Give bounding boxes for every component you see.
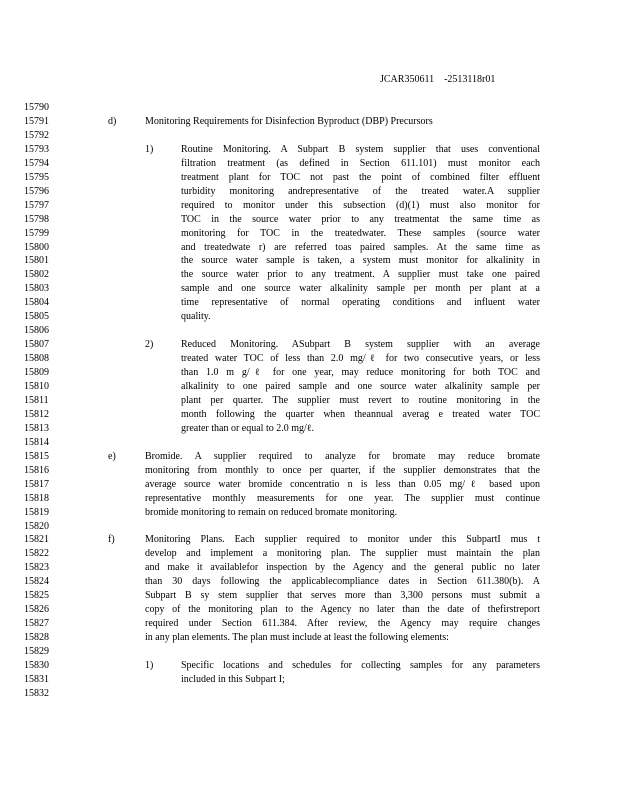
line-text: quality. <box>181 311 211 323</box>
line-number: 15822 <box>24 548 49 560</box>
line-number: 15819 <box>24 506 49 518</box>
line-text: greater than or equal to 2.0 mg/ℓ. <box>181 422 315 434</box>
line-number: 15802 <box>24 269 49 281</box>
line-number: 15828 <box>24 632 49 644</box>
line-number: 15823 <box>24 562 49 574</box>
line-text: sample and one source water alkalinity sample per month per plant at a <box>181 283 540 295</box>
line-text: alkalinity to one paired sample and one source water alkalinity sample per <box>181 381 540 392</box>
line-text: Monitoring Requirements for Disinfection Byproduct (DBP) Precursors <box>145 115 433 127</box>
line-text: filtration treatment (as defined in Section 611.101) must monitor each <box>181 157 540 169</box>
line-text: required under Section 611.384. After review, the Agency may require changes <box>145 618 540 630</box>
line-number: 15808 <box>24 353 49 365</box>
line-text: month following the quarter when theannual averag e treated water TOC <box>181 408 540 420</box>
line-text: plant per quarter. The supplier must revert to routine monitoring in the <box>181 394 540 406</box>
line-text: in any plan elements. The plan must include at least the following elements: <box>145 632 449 644</box>
line-number: 15791 <box>24 115 49 127</box>
line-number: 15832 <box>24 687 49 699</box>
line-text: copy of the monitoring plan to the Agency no later than the date of thefirstreport <box>145 604 540 616</box>
item-label: 1) <box>145 143 154 155</box>
line-number: 15829 <box>24 646 49 658</box>
line-number: 15798 <box>24 213 49 225</box>
item-label: d) <box>108 115 117 127</box>
line-text: treatment plant for TOC not past the point of combined filter effluent <box>181 171 540 183</box>
line-number: 15807 <box>24 339 49 351</box>
line-number: 15831 <box>24 673 49 685</box>
line-number: 15793 <box>24 143 49 155</box>
item-label: 2) <box>145 339 154 351</box>
line-number: 15800 <box>24 241 49 253</box>
line-text: turbidity monitoring andrepresentative of the treated water.A supplier <box>181 185 540 197</box>
line-text: Routine Monitoring. A Subpart B system supplier that uses conventional <box>181 143 540 155</box>
line-number: 15799 <box>24 227 49 239</box>
line-number: 15795 <box>24 171 49 183</box>
line-text: Bromide. A supplier required to analyze for bromate may reduce bromate <box>145 450 540 462</box>
line-number: 15812 <box>24 408 49 420</box>
line-number: 15805 <box>24 311 49 323</box>
line-number: 15810 <box>24 381 49 392</box>
line-text: Reduced Monitoring. ASubpart B system supplier with an average <box>181 339 540 351</box>
line-text: included in this Subpart I; <box>181 673 285 685</box>
line-text: monitoring from monthly to once per quarter, if the supplier demonstrates that the <box>145 464 540 476</box>
line-number: 15796 <box>24 185 49 197</box>
line-number: 15815 <box>24 450 49 462</box>
line-number: 15801 <box>24 255 49 267</box>
line-number: 15827 <box>24 618 49 630</box>
line-number: 15814 <box>24 436 49 448</box>
line-text: than 1.0 m g/ℓ for one year, may reduce monitoring for both TOC and <box>181 367 540 379</box>
line-text: average source water bromide concentratio n is less than 0.05 mg/ℓ based upon <box>145 478 540 490</box>
line-text: and treatedwate r) are referred toas paired samples. At the same time as <box>181 241 540 253</box>
line-number: 15794 <box>24 157 49 169</box>
line-number: 15830 <box>24 660 49 671</box>
line-number: 15803 <box>24 283 49 295</box>
item-label: e) <box>108 450 116 462</box>
line-number: 15813 <box>24 422 49 434</box>
line-text: TOC in the source water prior to any treatmentat the same time as <box>181 213 540 225</box>
line-text: Specific locations and schedules for collecting samples for any parameters <box>181 660 540 671</box>
line-number: 15809 <box>24 367 49 379</box>
line-text: and make it availablefor inspection by the Agency and the general public no later <box>145 562 540 574</box>
line-text: bromide monitoring to remain on reduced bromate monitoring. <box>145 506 398 518</box>
line-number: 15804 <box>24 297 49 309</box>
line-text: representative monthly measurements for one year. The supplier must continue <box>145 492 540 504</box>
item-label: f) <box>108 534 115 546</box>
line-text: Subpart B sy stem supplier that serves more than 3,300 persons must submit a <box>145 590 540 602</box>
line-number: 15820 <box>24 520 49 532</box>
line-text: than 30 days following the applicablecompliance dates in Section 611.380(b). A <box>145 576 540 588</box>
line-text: required to monitor under this subsection (d)(1) must also monitor for <box>181 199 540 211</box>
line-number: 15817 <box>24 478 49 490</box>
line-number: 15818 <box>24 492 49 504</box>
line-text: develop and implement a monitoring plan. The supplier must maintain the plan <box>145 548 540 560</box>
line-text: treated water TOC of less than 2.0 mg/ℓ for two consecutive years, or less <box>181 353 540 365</box>
line-number: 15816 <box>24 464 49 476</box>
line-text: Monitoring Plans. Each supplier required to monitor under this SubpartI mus t <box>145 534 540 546</box>
line-number: 15826 <box>24 604 49 616</box>
line-text: monitoring for TOC in the treatedwater. These samples (source water <box>181 227 540 239</box>
line-number: 15811 <box>24 394 49 406</box>
line-text: the source water prior to any treatment. A supplier must take one paired <box>181 269 540 281</box>
line-number: 15806 <box>24 325 49 337</box>
line-number: 15797 <box>24 199 49 211</box>
document-header: JCAR350611 -2513118r01 <box>380 74 496 85</box>
line-number: 15821 <box>24 534 49 546</box>
line-number: 15824 <box>24 576 49 588</box>
line-text: time representative of normal operating conditions and influent water <box>181 297 540 309</box>
line-text: the source water sample is taken, a system must monitor for alkalinity in <box>181 255 540 267</box>
item-label: 1) <box>145 660 154 671</box>
line-number: 15825 <box>24 590 49 602</box>
line-number: 15792 <box>24 129 49 141</box>
line-number: 15790 <box>24 102 49 113</box>
